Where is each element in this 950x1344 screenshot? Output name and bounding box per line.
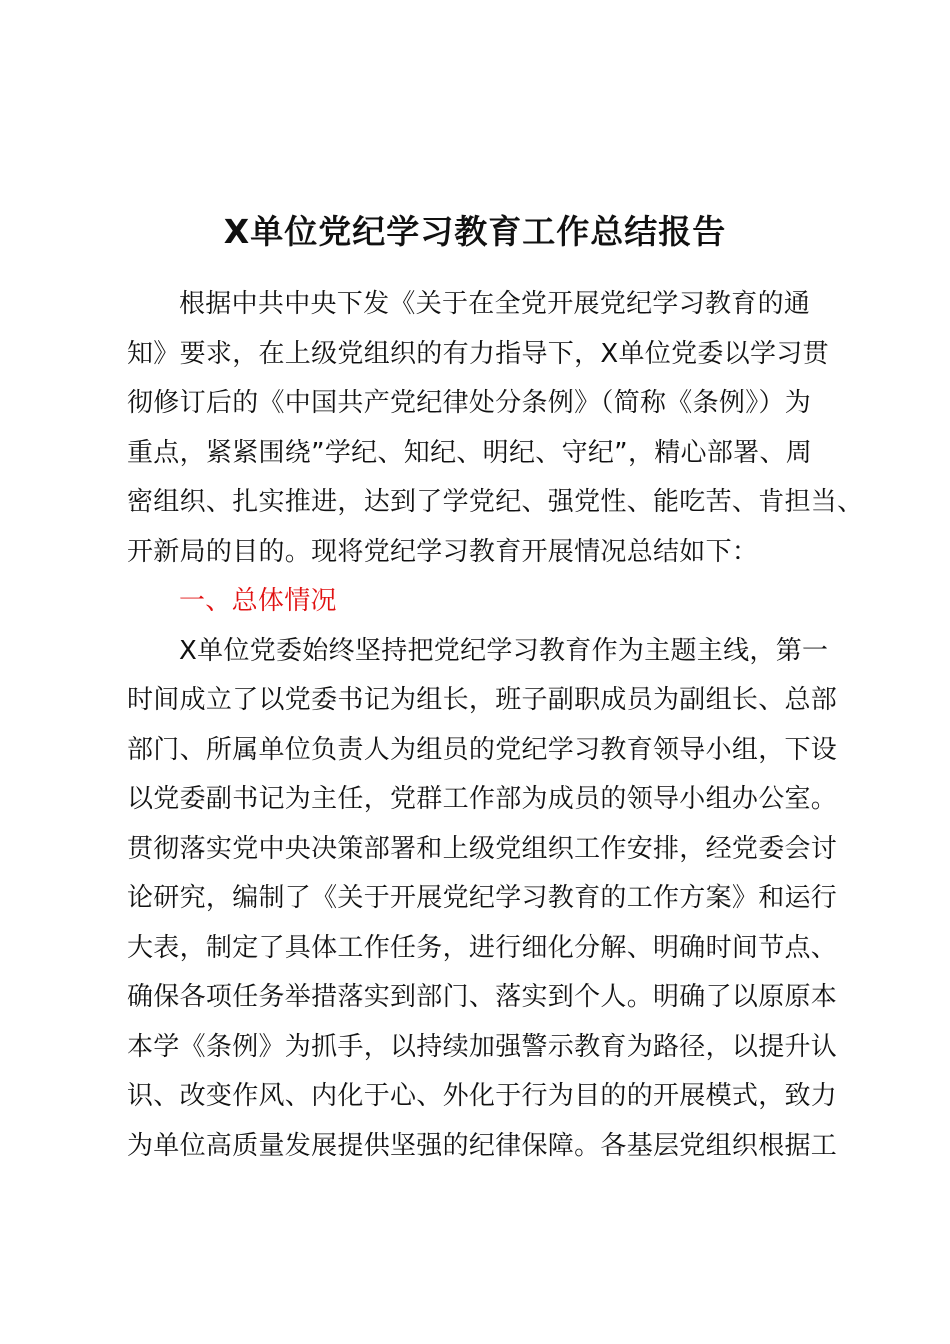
paragraph-line: 时间成立了以党委书记为组长，班子副职成员为副组长、总部: [127, 685, 838, 715]
paragraph-line: 确保各项任务举措落实到部门、落实到个人。明确了以原原本: [127, 982, 838, 1012]
paragraph-line: 贯彻落实党中央决策部署和上级党组织工作安排，经党委会讨: [127, 833, 838, 864]
paragraph-line: X单位党委始终坚持把党纪学习教育作为主题主线，第一: [179, 635, 829, 666]
paragraph-line: 密组织、扎实推进，达到了学党纪、强党性、能吃苦、肯担当、: [127, 487, 864, 517]
section-heading: 一、总体情况: [179, 586, 337, 616]
document-title: X单位党纪学习教育工作总结报告: [223, 212, 727, 251]
paragraph-line: 知》要求，在上级党组织的有力指导下，X单位党委以学习贯: [127, 338, 829, 369]
paragraph-line: 以党委副书记为主任，党群工作部为成员的领导小组办公室。: [127, 784, 838, 814]
paragraph-line: 论研究，编制了《关于开展党纪学习教育的工作方案》和运行: [127, 883, 838, 913]
paragraph-line: 本学《条例》为抓手，以持续加强警示教育为路径，以提升认: [127, 1031, 838, 1062]
paragraph-line: 为单位高质量发展提供坚强的纪律保障。各基层党组织根据工: [127, 1130, 838, 1161]
paragraph-line: 彻修订后的《中国共产党纪律处分条例》（简称《条例》）为: [127, 388, 812, 418]
paragraph-line: 识、改变作风、内化于心、外化于行为目的的开展模式，致力: [127, 1081, 838, 1111]
paragraph-line: 开新局的目的。现将党纪学习教育开展情况总结如下：: [127, 536, 759, 567]
paragraph-line: 根据中共中央下发《关于在全党开展党纪学习教育的通: [179, 289, 811, 319]
paragraph-line: 部门、所属单位负责人为组员的党纪学习教育领导小组，下设: [127, 734, 838, 765]
intro-paragraph: [127, 280, 864, 577]
paragraph-line: 重点，紧紧围绕”学纪、知纪、明纪、守纪”，精心部署、周: [127, 437, 813, 468]
paragraph-line: 大表，制定了具体工作任务，进行细化分解、明确时间节点、: [127, 932, 838, 963]
section-1: [127, 577, 839, 1171]
